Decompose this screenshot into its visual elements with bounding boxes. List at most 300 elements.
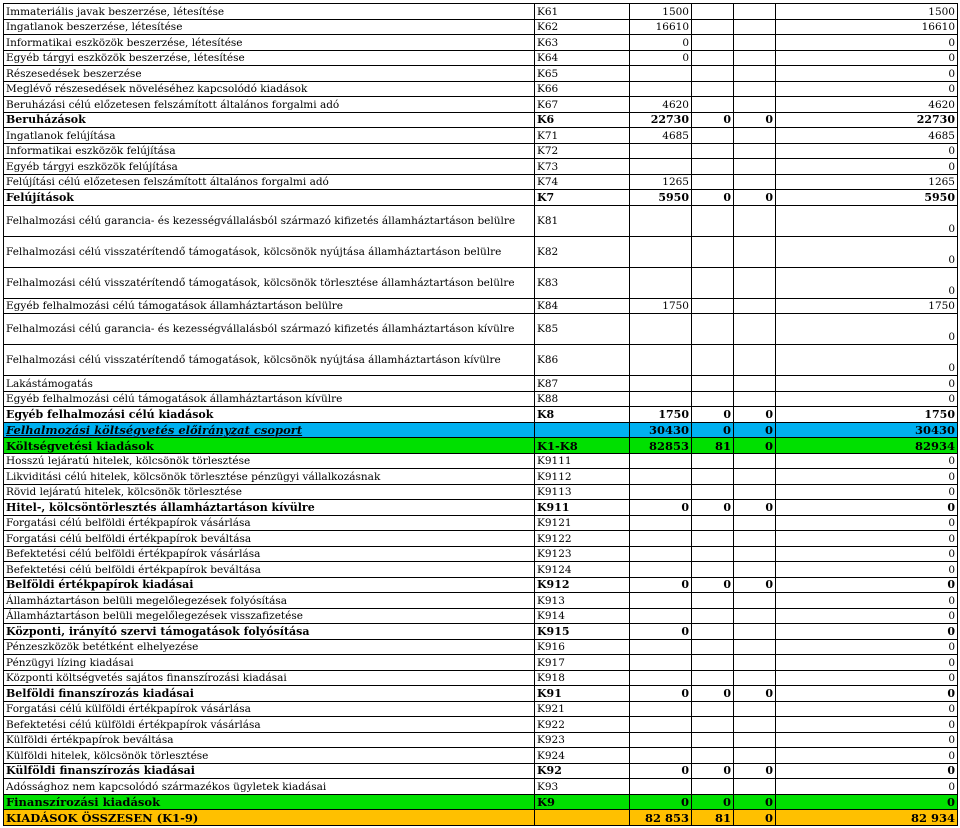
row-code: K65 (535, 66, 630, 82)
row-label: Ingatlanok beszerzése, létesítése (4, 19, 535, 35)
row-code: K918 (535, 670, 630, 686)
row-code: K914 (535, 608, 630, 624)
table-row (4, 624, 958, 640)
value-total: 22730 (776, 112, 958, 128)
row-code: K83 (535, 267, 630, 298)
value-total: 0 (776, 376, 958, 392)
row-code: K917 (535, 655, 630, 671)
row-code: K8 (535, 407, 630, 423)
value-original (630, 639, 692, 655)
row-label: Befektetési célú belföldi értékpapírok beváltása (4, 562, 535, 578)
table-row (4, 810, 958, 826)
row-code: K92 (535, 763, 630, 779)
value-total: 0 (776, 670, 958, 686)
value-modification: 0 (692, 686, 734, 702)
value-total: 0 (776, 453, 958, 469)
value-other: 0 (734, 686, 776, 702)
value-original (630, 159, 692, 175)
value-total: 0 (776, 794, 958, 810)
row-label: Pénzügyi lízing kiadásai (4, 655, 535, 671)
row-code: K82 (535, 236, 630, 267)
value-other (734, 484, 776, 500)
table-row (4, 128, 958, 144)
value-other (734, 779, 776, 795)
value-modification (692, 717, 734, 733)
row-label: Immateriális javak beszerzése, létesítése (4, 4, 535, 20)
value-total: 5950 (776, 190, 958, 206)
value-modification (692, 639, 734, 655)
row-code: K85 (535, 314, 630, 345)
table-row (4, 500, 958, 516)
row-label: Befektetési célú belföldi értékpapírok vásárlása (4, 546, 535, 562)
value-other (734, 608, 776, 624)
value-other: 0 (734, 407, 776, 423)
value-original (630, 469, 692, 485)
table-row (4, 717, 958, 733)
row-label: Likviditási célú hitelek, kölcsönök törlesztése pénzügyi vállalkozásnak (4, 469, 535, 485)
value-original: 0 (630, 500, 692, 516)
table-row (4, 407, 958, 423)
row-code: K9113 (535, 484, 630, 500)
row-label: Informatikai eszközök felújítása (4, 143, 535, 159)
row-code: K72 (535, 143, 630, 159)
value-original: 0 (630, 686, 692, 702)
row-code: K7 (535, 190, 630, 206)
value-modification (692, 143, 734, 159)
value-modification (692, 484, 734, 500)
row-label: Egyéb felhalmozási célú kiadások (4, 407, 535, 423)
value-other (734, 143, 776, 159)
value-original (630, 701, 692, 717)
value-modification: 0 (692, 422, 734, 438)
value-original: 16610 (630, 19, 692, 35)
value-other (734, 655, 776, 671)
row-label: Adóssághoz nem kapcsolódó származékos ügyletek kiadásai (4, 779, 535, 795)
row-code: K66 (535, 81, 630, 97)
row-code: K81 (535, 205, 630, 236)
table-row (4, 314, 958, 345)
value-total: 0 (776, 779, 958, 795)
table-row (4, 655, 958, 671)
value-total: 1500 (776, 4, 958, 20)
value-modification (692, 19, 734, 35)
row-code: K88 (535, 391, 630, 407)
table-row (4, 732, 958, 748)
value-original: 82853 (630, 438, 692, 454)
value-original (630, 531, 692, 547)
table-row (4, 608, 958, 624)
row-label: Felújítások (4, 190, 535, 206)
table-row (4, 159, 958, 175)
value-modification: 81 (692, 810, 734, 826)
value-modification (692, 50, 734, 66)
value-modification (692, 81, 734, 97)
value-modification (692, 298, 734, 314)
value-original (630, 655, 692, 671)
value-total: 0 (776, 624, 958, 640)
value-other (734, 624, 776, 640)
value-total: 0 (776, 159, 958, 175)
value-modification: 0 (692, 500, 734, 516)
table-row (4, 81, 958, 97)
value-total: 0 (776, 391, 958, 407)
value-total: 0 (776, 267, 958, 298)
value-total: 0 (776, 143, 958, 159)
row-code: K1-K8 (535, 438, 630, 454)
value-total: 82 934 (776, 810, 958, 826)
row-code: K9124 (535, 562, 630, 578)
table-row (4, 143, 958, 159)
value-modification (692, 531, 734, 547)
value-other (734, 670, 776, 686)
value-modification: 0 (692, 407, 734, 423)
value-original (630, 267, 692, 298)
row-label: Külföldi finanszírozás kiadásai (4, 763, 535, 779)
value-other: 0 (734, 810, 776, 826)
value-original (630, 748, 692, 764)
table-row (4, 376, 958, 392)
value-original (630, 453, 692, 469)
value-other (734, 562, 776, 578)
row-code: K6 (535, 112, 630, 128)
value-original: 0 (630, 35, 692, 51)
value-original (630, 562, 692, 578)
value-other (734, 515, 776, 531)
value-total: 0 (776, 639, 958, 655)
value-original (630, 391, 692, 407)
row-label: Pénzeszközök betétként elhelyezése (4, 639, 535, 655)
value-modification (692, 779, 734, 795)
row-code: K67 (535, 97, 630, 113)
table-row (4, 50, 958, 66)
value-other (734, 531, 776, 547)
row-label: Költségvetési kiadások (4, 438, 535, 454)
value-other: 0 (734, 422, 776, 438)
row-code: K84 (535, 298, 630, 314)
value-original: 1750 (630, 298, 692, 314)
value-total: 0 (776, 748, 958, 764)
value-modification: 0 (692, 577, 734, 593)
value-modification (692, 267, 734, 298)
table-row (4, 562, 958, 578)
value-other (734, 639, 776, 655)
value-modification (692, 562, 734, 578)
value-modification (692, 4, 734, 20)
table-row (4, 453, 958, 469)
value-total: 0 (776, 577, 958, 593)
value-original: 30430 (630, 422, 692, 438)
value-other (734, 19, 776, 35)
table-row (4, 515, 958, 531)
value-other: 0 (734, 190, 776, 206)
value-original (630, 670, 692, 686)
value-total: 1265 (776, 174, 958, 190)
table-row (4, 546, 958, 562)
value-original: 0 (630, 624, 692, 640)
row-label: Beruházások (4, 112, 535, 128)
row-code: K915 (535, 624, 630, 640)
value-other (734, 701, 776, 717)
value-total: 0 (776, 484, 958, 500)
value-total: 0 (776, 701, 958, 717)
row-label: Egyéb felhalmozási célú támogatások államháztartáson kívülre (4, 391, 535, 407)
value-other (734, 546, 776, 562)
value-modification (692, 314, 734, 345)
value-original (630, 593, 692, 609)
value-modification (692, 66, 734, 82)
row-label: Felhalmozási célú garancia- és kezességvállalásból származó kifizetés államháztartáson belülre (4, 205, 535, 236)
row-label: Forgatási célú külföldi értékpapírok vásárlása (4, 701, 535, 717)
value-modification (692, 593, 734, 609)
value-total: 0 (776, 35, 958, 51)
row-code: K9121 (535, 515, 630, 531)
value-other (734, 97, 776, 113)
table-row (4, 531, 958, 547)
value-modification (692, 35, 734, 51)
value-modification (692, 345, 734, 376)
value-original (630, 143, 692, 159)
row-label: Felhalmozási célú visszatérítendő támogatások, kölcsönök nyújtása államháztartáson belülre (4, 236, 535, 267)
row-label: Egyéb felhalmozási célú támogatások államháztartáson belülre (4, 298, 535, 314)
value-other (734, 345, 776, 376)
row-label: Központi, irányító szervi támogatások folyósítása (4, 624, 535, 640)
value-original (630, 546, 692, 562)
row-label: Külföldi értékpapírok beváltása (4, 732, 535, 748)
value-total: 0 (776, 531, 958, 547)
table-row (4, 670, 958, 686)
row-code: K71 (535, 128, 630, 144)
row-label: Hitel-, kölcsöntörlesztés államháztartáson kívülre (4, 500, 535, 516)
value-total: 0 (776, 81, 958, 97)
row-label: Felújítási célú előzetesen felszámított általános forgalmi adó (4, 174, 535, 190)
value-other (734, 4, 776, 20)
value-modification (692, 515, 734, 531)
value-total: 0 (776, 686, 958, 702)
value-other (734, 205, 776, 236)
row-code (535, 810, 630, 826)
row-code: K9112 (535, 469, 630, 485)
value-original: 4620 (630, 97, 692, 113)
value-modification (692, 453, 734, 469)
table-row (4, 66, 958, 82)
row-label: Lakástámogatás (4, 376, 535, 392)
value-modification (692, 469, 734, 485)
value-other: 0 (734, 794, 776, 810)
value-other (734, 66, 776, 82)
value-modification (692, 732, 734, 748)
value-total: 0 (776, 562, 958, 578)
value-other: 0 (734, 577, 776, 593)
value-other: 0 (734, 438, 776, 454)
row-label: Befektetési célú külföldi értékpapírok vásárlása (4, 717, 535, 733)
value-modification (692, 236, 734, 267)
value-total: 30430 (776, 422, 958, 438)
value-total: 0 (776, 205, 958, 236)
row-label: Részesedések beszerzése (4, 66, 535, 82)
table-row (4, 205, 958, 236)
value-original: 0 (630, 577, 692, 593)
row-code: K87 (535, 376, 630, 392)
value-modification (692, 701, 734, 717)
value-total: 0 (776, 593, 958, 609)
value-original: 1750 (630, 407, 692, 423)
value-original (630, 732, 692, 748)
row-code: K9122 (535, 531, 630, 547)
table-row (4, 701, 958, 717)
table-row (4, 469, 958, 485)
value-original: 0 (630, 794, 692, 810)
table-row (4, 97, 958, 113)
row-label: Finanszírozási kiadások (4, 794, 535, 810)
row-label: Egyéb tárgyi eszközök felújítása (4, 159, 535, 175)
value-original (630, 717, 692, 733)
row-label: Beruházási célú előzetesen felszámított általános forgalmi adó (4, 97, 535, 113)
row-label: Forgatási célú belföldi értékpapírok vásárlása (4, 515, 535, 531)
value-other: 0 (734, 763, 776, 779)
value-modification (692, 159, 734, 175)
value-modification: 0 (692, 112, 734, 128)
table-row (4, 779, 958, 795)
value-modification (692, 205, 734, 236)
value-other (734, 50, 776, 66)
table-row (4, 484, 958, 500)
value-other (734, 128, 776, 144)
row-code: K86 (535, 345, 630, 376)
value-original (630, 608, 692, 624)
value-total: 4620 (776, 97, 958, 113)
value-other (734, 314, 776, 345)
value-other (734, 267, 776, 298)
value-modification (692, 624, 734, 640)
value-total: 0 (776, 515, 958, 531)
value-modification: 81 (692, 438, 734, 454)
row-code (535, 422, 630, 438)
value-modification: 0 (692, 763, 734, 779)
value-total: 1750 (776, 407, 958, 423)
table-row (4, 686, 958, 702)
row-code: K93 (535, 779, 630, 795)
value-original: 5950 (630, 190, 692, 206)
value-modification (692, 391, 734, 407)
value-total: 0 (776, 345, 958, 376)
value-original: 22730 (630, 112, 692, 128)
value-other (734, 593, 776, 609)
row-label: Egyéb tárgyi eszközök beszerzése, létesítése (4, 50, 535, 66)
value-original (630, 314, 692, 345)
value-modification (692, 748, 734, 764)
row-label: Felhalmozási költségvetés előirányzat csoport (4, 422, 535, 438)
row-label: Államháztartáson belüli megelőlegezések folyósítása (4, 593, 535, 609)
value-total: 1750 (776, 298, 958, 314)
value-total: 4685 (776, 128, 958, 144)
value-modification (692, 546, 734, 562)
row-code: K64 (535, 50, 630, 66)
row-label: Ingatlanok felújítása (4, 128, 535, 144)
value-total: 0 (776, 50, 958, 66)
row-code: K912 (535, 577, 630, 593)
value-other (734, 35, 776, 51)
table-row (4, 438, 958, 454)
row-code: K923 (535, 732, 630, 748)
value-modification: 0 (692, 190, 734, 206)
row-code: K62 (535, 19, 630, 35)
value-original: 0 (630, 763, 692, 779)
value-modification (692, 376, 734, 392)
table-row (4, 174, 958, 190)
value-original (630, 66, 692, 82)
value-other: 0 (734, 112, 776, 128)
value-original (630, 376, 692, 392)
value-original: 82 853 (630, 810, 692, 826)
value-total: 0 (776, 655, 958, 671)
value-original (630, 81, 692, 97)
value-other (734, 159, 776, 175)
value-other (734, 732, 776, 748)
row-label: Felhalmozási célú garancia- és kezességvállalásból származó kifizetés államháztartáson kívülre (4, 314, 535, 345)
value-other (734, 469, 776, 485)
table-row (4, 794, 958, 810)
value-total: 0 (776, 763, 958, 779)
table-row (4, 19, 958, 35)
row-label: Központi költségvetés sajátos finanszírozási kiadásai (4, 670, 535, 686)
value-total: 0 (776, 546, 958, 562)
value-modification (692, 174, 734, 190)
value-other (734, 748, 776, 764)
table-row (4, 298, 958, 314)
value-other (734, 391, 776, 407)
row-code: K922 (535, 717, 630, 733)
value-original: 1265 (630, 174, 692, 190)
value-original (630, 515, 692, 531)
table-row (4, 391, 958, 407)
row-code: K916 (535, 639, 630, 655)
table-row (4, 422, 958, 438)
value-total: 0 (776, 500, 958, 516)
table-row (4, 748, 958, 764)
row-label: Államháztartáson belüli megelőlegezések visszafizetése (4, 608, 535, 624)
table-row (4, 345, 958, 376)
row-code: K924 (535, 748, 630, 764)
value-original (630, 345, 692, 376)
value-original: 4685 (630, 128, 692, 144)
value-total: 0 (776, 608, 958, 624)
row-code: K74 (535, 174, 630, 190)
row-code: K9111 (535, 453, 630, 469)
value-other (734, 717, 776, 733)
value-total: 0 (776, 314, 958, 345)
row-code: K91 (535, 686, 630, 702)
budget-expenditure-table (3, 3, 958, 826)
row-code: K911 (535, 500, 630, 516)
value-other (734, 174, 776, 190)
row-label: Forgatási célú belföldi értékpapírok beváltása (4, 531, 535, 547)
value-modification (692, 670, 734, 686)
value-original (630, 484, 692, 500)
value-original (630, 779, 692, 795)
row-label: Belföldi értékpapírok kiadásai (4, 577, 535, 593)
table-row (4, 112, 958, 128)
row-label: Külföldi hitelek, kölcsönök törlesztése (4, 748, 535, 764)
value-total: 82934 (776, 438, 958, 454)
table-row (4, 236, 958, 267)
value-original: 0 (630, 50, 692, 66)
value-other (734, 453, 776, 469)
row-label: Felhalmozási célú visszatérítendő támogatások, kölcsönök törlesztése államháztartáson belülre (4, 267, 535, 298)
value-total: 0 (776, 236, 958, 267)
row-label: Belföldi finanszírozás kiadásai (4, 686, 535, 702)
value-total: 0 (776, 717, 958, 733)
value-modification (692, 655, 734, 671)
